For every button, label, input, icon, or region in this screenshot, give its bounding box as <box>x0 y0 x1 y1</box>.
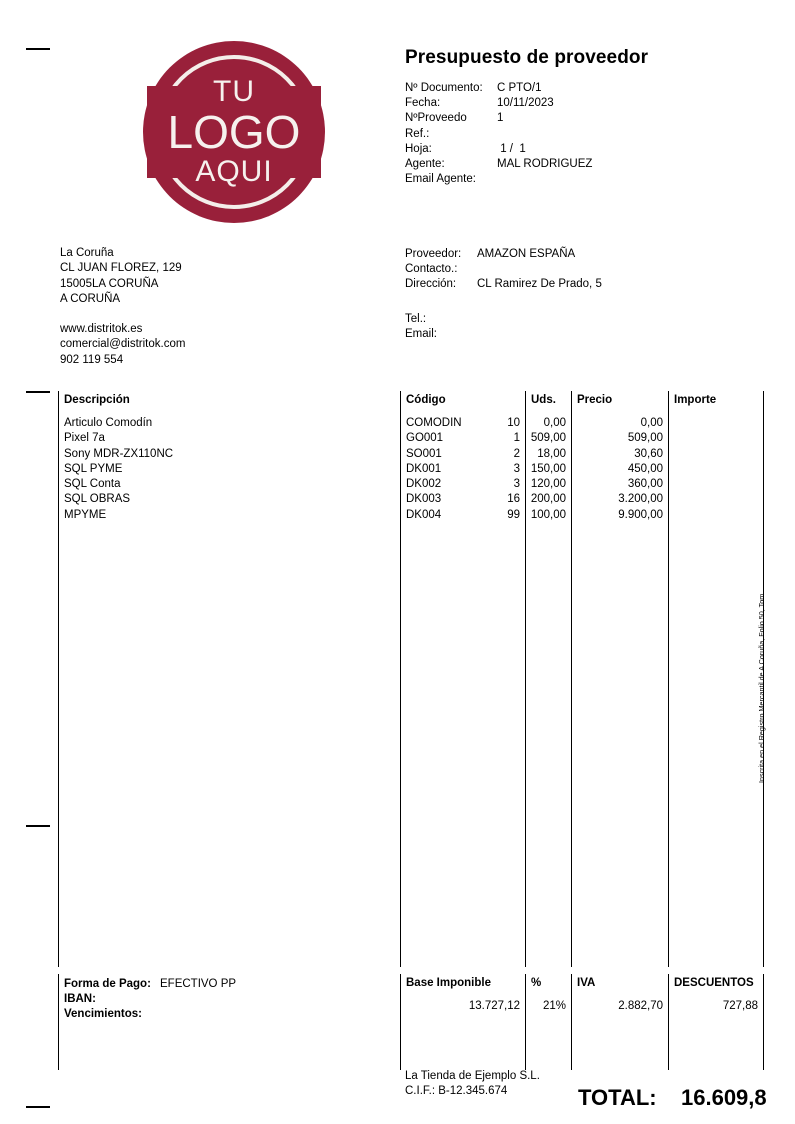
meta-label-agente: Agente: <box>405 157 445 170</box>
table-row: 150,00 <box>530 462 566 475</box>
issuer-province: A CORUÑA <box>60 292 121 305</box>
table-row: 3 <box>513 478 520 491</box>
logo-line-1: TU <box>213 75 255 108</box>
supplier-values <box>477 247 602 293</box>
supplier-label-tel: Tel.: <box>405 313 427 325</box>
margin-tick-lower <box>26 825 50 827</box>
table-row: Sony MDR-ZX110NC <box>64 447 174 460</box>
table-row: Pixel 7a <box>64 432 105 445</box>
meta-value-agente: MAL RODRIGUEZ <box>497 157 593 170</box>
table-row: 360,00 <box>627 478 663 491</box>
table-row: 3 <box>513 462 520 475</box>
issuer-email[interactable]: comercial@distritok.com <box>60 338 186 351</box>
column-header-codigo: Código <box>406 394 446 406</box>
column-descripcion-cells <box>64 416 173 523</box>
table-row: 0,00 <box>543 417 566 429</box>
meta-value-ref <box>497 127 592 142</box>
table-row: SQL OBRAS <box>64 493 131 506</box>
meta-label-proveedor-num: NºProveedo <box>405 112 467 125</box>
payment-value-vencimientos <box>160 1007 236 1022</box>
legal-registry-notice: Inscrita en el Registro Mercantil de A Coruña, Folio 50, Tom <box>757 593 766 783</box>
column-header-importe: Importe <box>674 394 717 406</box>
table-row: MPYME <box>64 508 107 521</box>
table-row: 100,00 <box>530 508 566 521</box>
totals-header-iva: IVA <box>577 977 596 989</box>
footer-rule-pct <box>525 974 526 1070</box>
meta-label-fecha: Fecha: <box>405 97 441 110</box>
document-meta-labels <box>405 81 483 187</box>
column-precio-cells <box>496 416 566 523</box>
table-rule-left <box>58 391 59 967</box>
meta-label-email-agente: Email Agente: <box>405 173 476 186</box>
column-header-precio: Precio <box>577 394 613 406</box>
table-row: Articulo Comodín <box>64 417 153 429</box>
supplier-label-email: Email: <box>405 328 437 341</box>
table-row: 0,00 <box>640 417 663 429</box>
totals-header-pct: % <box>531 977 542 989</box>
margin-tick-bottom <box>26 1106 50 1108</box>
footer-company-name: La Tienda de Ejemplo S.L. <box>405 1070 540 1082</box>
totals-value-iva: 2.882,70 <box>618 1000 663 1012</box>
payment-label-vencimientos: Vencimientos: <box>64 1008 142 1021</box>
logo-line-3: AQUI <box>195 155 273 188</box>
table-row: 30,60 <box>634 447 663 460</box>
table-row: DK002 <box>406 478 442 491</box>
table-row: 16 <box>507 493 520 506</box>
margin-tick-upper <box>26 391 50 393</box>
totals-header-descuentos: DESCUENTOS <box>674 977 754 989</box>
totals-value-base: 13.727,12 <box>468 1000 520 1012</box>
table-row: COMODIN <box>406 417 462 429</box>
supplier-label-proveedor: Proveedor: <box>405 248 462 260</box>
table-row: 450,00 <box>627 462 663 475</box>
payment-value-forma: EFECTIVO PP <box>160 978 237 990</box>
totals-header-base: Base Imponible <box>406 977 491 989</box>
supplier-contact-labels <box>405 312 437 342</box>
table-row: 509,00 <box>627 432 663 445</box>
payment-label-forma: Forma de Pago: <box>64 978 151 990</box>
issuer-contact <box>60 322 185 368</box>
issuer-website[interactable]: www.distritok.es <box>60 323 143 335</box>
table-row: SQL Conta <box>64 478 121 491</box>
table-row: 3.200,00 <box>618 493 663 506</box>
meta-label-hoja: Hoja: <box>405 142 432 155</box>
table-rule-importe <box>668 391 669 967</box>
meta-label-documento: Nº Documento: <box>405 82 483 94</box>
table-row: DK001 <box>406 462 442 475</box>
column-importe-cells <box>573 416 663 523</box>
document-meta-values <box>497 81 592 187</box>
table-row: GO001 <box>406 432 444 445</box>
table-row: 2 <box>513 447 520 460</box>
table-row: DK003 <box>406 493 442 506</box>
footer-rule-descuentos <box>668 974 669 1070</box>
column-header-descripcion: Descripción <box>64 394 130 406</box>
footer-rule-iva <box>571 974 572 1070</box>
supplier-label-direccion: Dirección: <box>405 278 457 291</box>
table-rule-precio <box>571 391 572 967</box>
meta-value-proveedor-num: 1 <box>497 112 504 125</box>
company-logo <box>143 41 325 223</box>
supplier-value-contacto <box>477 262 602 277</box>
issuer-city: La Coruña <box>60 247 114 259</box>
table-row: 509,00 <box>530 432 566 445</box>
table-row: 18,00 <box>537 447 566 460</box>
footer-rule-base <box>400 974 401 1070</box>
page-title: Presupuesto de proveedor <box>405 47 649 68</box>
issuer-postal-city: 15005LA CORUÑA <box>60 277 159 290</box>
footer-company-cif: C.I.F.: B-12.345.674 <box>405 1085 508 1098</box>
table-row: DK004 <box>406 508 442 521</box>
meta-value-hoja: 1 / 1 <box>497 142 526 155</box>
table-row: 120,00 <box>530 478 566 491</box>
grand-total-label: TOTAL: <box>578 1085 657 1110</box>
payment-labels <box>64 977 151 1023</box>
payment-label-iban: IBAN: <box>64 993 96 1006</box>
table-row: 200,00 <box>530 493 566 506</box>
totals-value-descuentos: 727,88 <box>722 1000 758 1012</box>
table-row: 10 <box>507 417 520 429</box>
logo-line-2: LOGO <box>167 106 301 158</box>
footer-rule-left <box>58 974 59 1070</box>
issuer-phone: 902 119 554 <box>60 353 124 366</box>
payment-values <box>160 977 236 1023</box>
table-rule-codigo <box>400 391 401 967</box>
table-row: 99 <box>507 508 520 521</box>
supplier-label-contacto: Contacto.: <box>405 263 458 276</box>
meta-value-documento: C PTO/1 <box>497 82 542 94</box>
footer-rule-right <box>763 974 764 1070</box>
table-row: SQL PYME <box>64 462 123 475</box>
column-header-uds: Uds. <box>531 394 556 406</box>
supplier-value-direccion: CL Ramirez De Prado, 5 <box>477 278 602 291</box>
meta-value-email-agente <box>497 172 592 187</box>
payment-value-iban <box>160 992 236 1007</box>
supplier-labels <box>405 247 461 293</box>
issuer-address <box>60 246 182 307</box>
margin-tick-top <box>26 48 50 50</box>
meta-value-fecha: 10/11/2023 <box>497 97 554 110</box>
logo-text <box>143 41 325 223</box>
table-row: SO001 <box>406 447 442 460</box>
footer-company-block <box>405 1069 540 1100</box>
supplier-value-proveedor: AMAZON ESPAÑA <box>477 248 576 260</box>
table-row: 9.900,00 <box>618 508 663 521</box>
totals-value-pct: 21% <box>542 1000 566 1012</box>
issuer-street: CL JUAN FLOREZ, 129 <box>60 262 182 275</box>
meta-label-ref: Ref.: <box>405 127 430 140</box>
grand-total-value: 16.609,8 <box>681 1085 767 1110</box>
table-row: 1 <box>513 432 520 445</box>
